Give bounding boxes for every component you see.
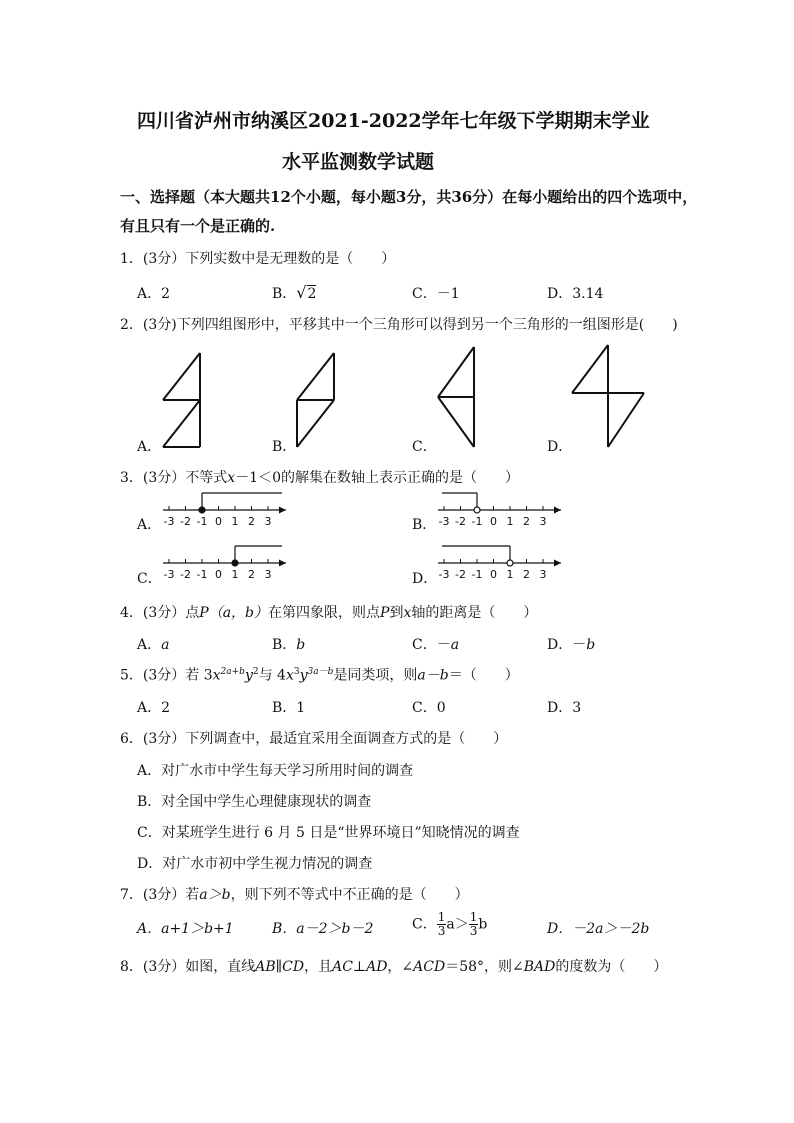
q7-fraction-1-num: 1 (437, 910, 446, 924)
q5-term1-x-exponent: 2a+b (220, 667, 245, 677)
q1-option-b-radicand: 2 (307, 286, 317, 302)
q5-option-b: B．1 (272, 700, 306, 716)
q5-option-d: D．3 (547, 700, 582, 716)
q4-option-c (412, 634, 459, 654)
q4-stem-pre: 4．(3分）点 (120, 605, 200, 621)
q5-term1-x: x (212, 667, 221, 684)
q5-expression: a－b (417, 667, 449, 684)
tick-label: -1 (196, 515, 208, 528)
q2-option-a: A． (137, 439, 162, 455)
tick-label: -1 (196, 568, 208, 581)
q5-option-a: A．2 (137, 700, 171, 716)
solid-dot-icon (199, 507, 205, 513)
q5-term2-x-exponent: 3 (293, 667, 300, 677)
tick-label: 0 (490, 515, 497, 528)
hollow-dot-icon (474, 507, 480, 513)
q4-point-p: P (380, 605, 390, 621)
q4-stem-mid2: 到 (389, 605, 404, 621)
tick-label: 1 (231, 515, 239, 528)
q6-option-b: B．对全国中学生心理健康现状的调查 (137, 794, 372, 810)
q3-number-line-a (163, 493, 286, 528)
q4-option-d-label: D．－ (547, 637, 587, 653)
q4-option-b-label: B． (272, 637, 297, 653)
q3-option-b: B． (412, 517, 437, 533)
page-title-line2: 水平监测数学试题 (282, 151, 435, 173)
q3-stem-pre: 3．(3分）不等式 (120, 470, 228, 486)
q7-option-b: B．a－2＞b－2 (272, 921, 374, 937)
q8-stem-mid1: ，且 (304, 959, 333, 975)
q8-stem-post: 的度数为（ ） (555, 959, 668, 975)
q5-term2-x: x (285, 667, 294, 684)
q4-option-b (272, 634, 305, 654)
q4-option-a-label: A． (137, 637, 162, 653)
arrow-head-icon (279, 560, 286, 567)
q7-fraction-2-den: 3 (469, 924, 478, 938)
q3-option-c: C． (137, 571, 162, 587)
tick-label: -3 (438, 568, 450, 581)
tick-label: -3 (163, 568, 175, 581)
q8-stem-pre: 8．(3分）如图，直线 (120, 959, 256, 975)
arrow-head-icon (554, 507, 561, 514)
q8-stem-mid2: ，∠ (387, 959, 414, 975)
q5-term2-y-exponent: 3a－b (307, 667, 334, 677)
q5-stem-post: 是同类项，则 (333, 667, 418, 684)
q5-stem-mid: 与 4 (258, 667, 286, 684)
q7-option-c-label: C． (412, 916, 437, 933)
q5-term1-y-exponent: 2 (252, 667, 259, 677)
tick-label: 0 (215, 568, 222, 581)
q4-option-a (137, 634, 169, 654)
tick-label: 0 (215, 515, 222, 528)
q1-option-a: A．2 (137, 286, 171, 302)
q8-angle-bad: BAD (523, 959, 556, 975)
q7-fraction-1 (437, 911, 447, 938)
q4-point: P（a，b） (199, 605, 269, 621)
tick-label: 3 (539, 515, 547, 528)
question-7-stem (120, 884, 469, 904)
q7-option-a: A．a+1＞b+1 (137, 921, 234, 937)
question-8-stem (120, 956, 667, 976)
tick-label: -3 (438, 515, 450, 528)
section-heading-line2: 有且只有一个是正确的. (120, 217, 276, 235)
tick-label: 1 (231, 568, 239, 581)
solid-dot-icon (232, 560, 238, 566)
tick-label: -2 (180, 568, 191, 581)
q4-option-b-value: b (296, 637, 306, 653)
q5-term1-y: y (244, 667, 253, 684)
q3-stem-x: x (227, 470, 236, 486)
tick-label: 3 (539, 568, 547, 581)
q7-stem-post: ，则下列不等式中不正确的是（ ） (230, 887, 469, 903)
arrow-head-icon (554, 560, 561, 567)
q4-axis-x: x (403, 605, 412, 621)
q1-option-d: D．3.14 (547, 286, 604, 302)
tick-label: 2 (248, 515, 255, 528)
tick-label: -1 (471, 568, 483, 581)
q3-number-line-b (438, 493, 561, 528)
q6-option-a: A．对广水市中学生每天学习所用时间的调查 (137, 763, 414, 779)
q7-option-c-a: a (446, 916, 455, 933)
question-5-stem (120, 664, 519, 685)
q7-condition: a＞b (199, 887, 231, 903)
q4-option-d-value: b (586, 637, 596, 653)
q3-stem-post: －1＜0的解集在数轴上表示正确的是（ ） (235, 470, 520, 486)
q4-option-a-value: a (161, 637, 170, 653)
q7-option-c-gt: ＞ (454, 916, 469, 933)
q7-fraction-2 (469, 911, 479, 938)
arrow-head-icon (279, 507, 286, 514)
q8-stem-mid3: ＝58°，则∠ (445, 959, 524, 975)
section-heading-line1: 一、选择题（本大题共12个小题，每小题3分，共36分）在每小题给出的四个选项中， (120, 188, 698, 206)
page-title-line1: 四川省泸州市纳溪区2021-2022学年七年级下学期期末学业 (137, 110, 650, 132)
question-4-stem (120, 602, 537, 622)
tick-label: 1 (506, 568, 514, 581)
q5-stem-pre: 5．(3分）若 3 (120, 667, 213, 684)
question-6-stem: 6．(3分）下列调查中，最适宜采用全面调查方式的是（ ） (120, 731, 508, 747)
q4-option-d (547, 634, 595, 654)
tick-label: -2 (455, 568, 466, 581)
q4-stem-post: 轴的距离是（ ） (411, 605, 538, 621)
q7-option-c (412, 911, 487, 938)
q4-option-c-value: a (450, 637, 460, 653)
q3-option-a: A． (137, 517, 162, 533)
q4-option-c-label: C．－ (412, 637, 451, 653)
q8-parallel: AB∥CD (255, 959, 305, 975)
q7-option-c-b: b (478, 916, 488, 933)
tick-label: 2 (248, 568, 255, 581)
tick-label: 2 (523, 568, 530, 581)
q6-option-d: D．对广水市初中学生视力情况的调查 (137, 856, 373, 872)
question-2-stem: 2．(3分)下列四组图形中，平移其中一个三角形可以得到另一个三角形的一组图形是( ) (120, 317, 678, 333)
q8-perpendicular: AC⊥AD (332, 959, 388, 975)
q2-option-d: D． (547, 439, 573, 455)
q2-option-c: C． (412, 439, 437, 455)
tick-label: 1 (506, 515, 514, 528)
tick-label: 0 (490, 568, 497, 581)
tick-label: -1 (471, 515, 483, 528)
q1-option-b-prefix: B． (272, 286, 297, 302)
q7-stem-pre: 7．(3分）若 (120, 887, 200, 903)
q1-option-c: C．－1 (412, 286, 460, 302)
q3-number-line-c (163, 546, 286, 581)
hollow-dot-icon (507, 560, 513, 566)
q3-option-d: D． (412, 571, 438, 587)
q7-fraction-1-den: 3 (437, 924, 446, 938)
sqrt-symbol-icon: √ (296, 283, 307, 302)
q3-number-line-d (438, 546, 561, 581)
q4-stem-mid: 在第四象限，则点 (268, 605, 381, 621)
q5-option-c: C．0 (412, 700, 446, 716)
q6-option-c: C．对某班学生进行 6 月 5 日是“世界环境日”知晓情况的调查 (137, 825, 520, 841)
tick-label: -2 (455, 515, 466, 528)
q8-angle-acd: ACD (413, 959, 446, 975)
q7-fraction-2-num: 1 (469, 910, 478, 924)
tick-label: -3 (163, 515, 175, 528)
q2-option-b: B． (272, 439, 297, 455)
tick-label: 3 (264, 515, 272, 528)
tick-label: -2 (180, 515, 191, 528)
tick-label: 3 (264, 568, 272, 581)
question-1-stem: 1．(3分）下列实数中是无理数的是（ ） (120, 251, 396, 267)
tick-label: 2 (523, 515, 530, 528)
q5-term2-y: y (299, 667, 308, 684)
q5-stem-end: ＝（ ） (448, 667, 519, 684)
q7-option-d: D．－2a＞－2b (547, 921, 650, 937)
